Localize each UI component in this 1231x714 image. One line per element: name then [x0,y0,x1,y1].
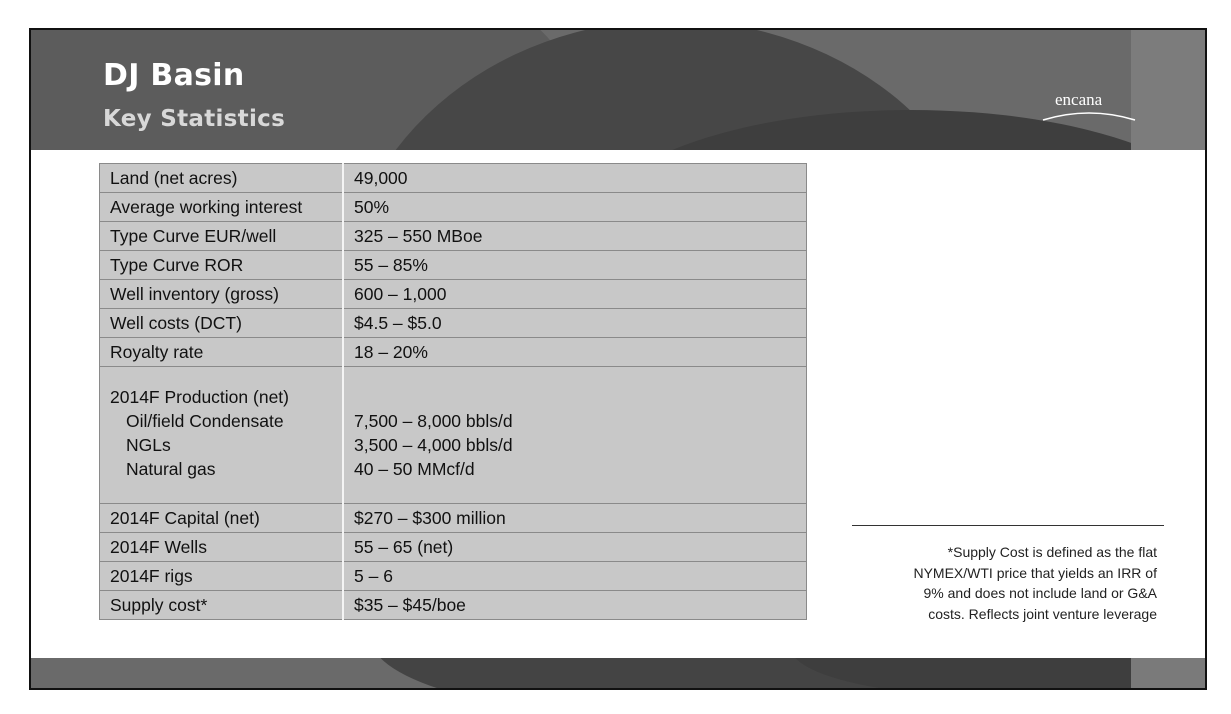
row-label: 2014F Capital (net) [100,504,344,533]
row-value: 325 – 550 MBoe [343,222,807,251]
row-label: 2014F rigs [100,562,344,591]
slide [29,28,1207,690]
row-value: 55 – 65 (net) [343,533,807,562]
row-label: 2014F Wells [100,533,344,562]
production-item-label: NGLs [126,435,171,455]
page-subtitle: Key Statistics [103,106,286,132]
slide-header [31,30,1205,150]
production-heading: 2014F Production (net) [110,387,289,407]
logo-text: encana [1055,90,1103,109]
row-label: Royalty rate [100,338,344,367]
row-value: 5 – 6 [343,562,807,591]
encana-logo [1039,90,1159,130]
row-label: Well costs (DCT) [100,309,344,338]
table-row [100,222,807,251]
row-value: $4.5 – $5.0 [343,309,807,338]
supply-cost-footnote [852,542,1157,624]
footer-background-graphic [31,658,1205,688]
production-row [100,367,807,504]
row-label: Well inventory (gross) [100,280,344,309]
row-label: Type Curve ROR [100,251,344,280]
table-row [100,591,807,620]
production-labels [100,367,344,504]
production-item-value: 3,500 – 4,000 bbls/d [354,435,513,455]
footnote-line: *Supply Cost is defined as the flat [947,544,1157,560]
footnote-line: costs. Reflects joint venture leverage [928,605,1157,622]
row-label: Land (net acres) [100,164,344,193]
row-value: 50% [343,193,807,222]
row-value: 18 – 20% [343,338,807,367]
footnote-line: NYMEX/WTI price that yields an IRR of [913,564,1157,581]
row-value: 55 – 85% [343,251,807,280]
table-row [100,533,807,562]
table-row [100,251,807,280]
production-item-value: 40 – 50 MMcf/d [354,459,475,479]
production-item-value: 7,500 – 8,000 bbls/d [354,411,513,431]
footnote-line: 9% and does not include land or G&A [923,585,1157,601]
table-row [100,280,807,309]
slide-footer [31,658,1205,688]
table-row [100,562,807,591]
production-item-label: Oil/field Condensate [126,411,284,431]
logo-arc-icon [1039,108,1139,122]
row-label: Type Curve EUR/well [100,222,344,251]
table-row [100,309,807,338]
table-row [100,338,807,367]
production-spacer [354,385,796,409]
production-values [343,367,807,504]
table-row [100,504,807,533]
footnote-divider [852,525,1164,526]
row-label: Average working interest [100,193,344,222]
row-value: $270 – $300 million [343,504,807,533]
row-label: Supply cost* [100,591,344,620]
page-title: DJ Basin [103,58,245,93]
row-value: $35 – $45/boe [343,591,807,620]
row-value: 600 – 1,000 [343,280,807,309]
row-value: 49,000 [343,164,807,193]
table-row [100,193,807,222]
production-item-label: Natural gas [126,459,216,479]
key-statistics-table [99,163,807,620]
table-row [100,164,807,193]
